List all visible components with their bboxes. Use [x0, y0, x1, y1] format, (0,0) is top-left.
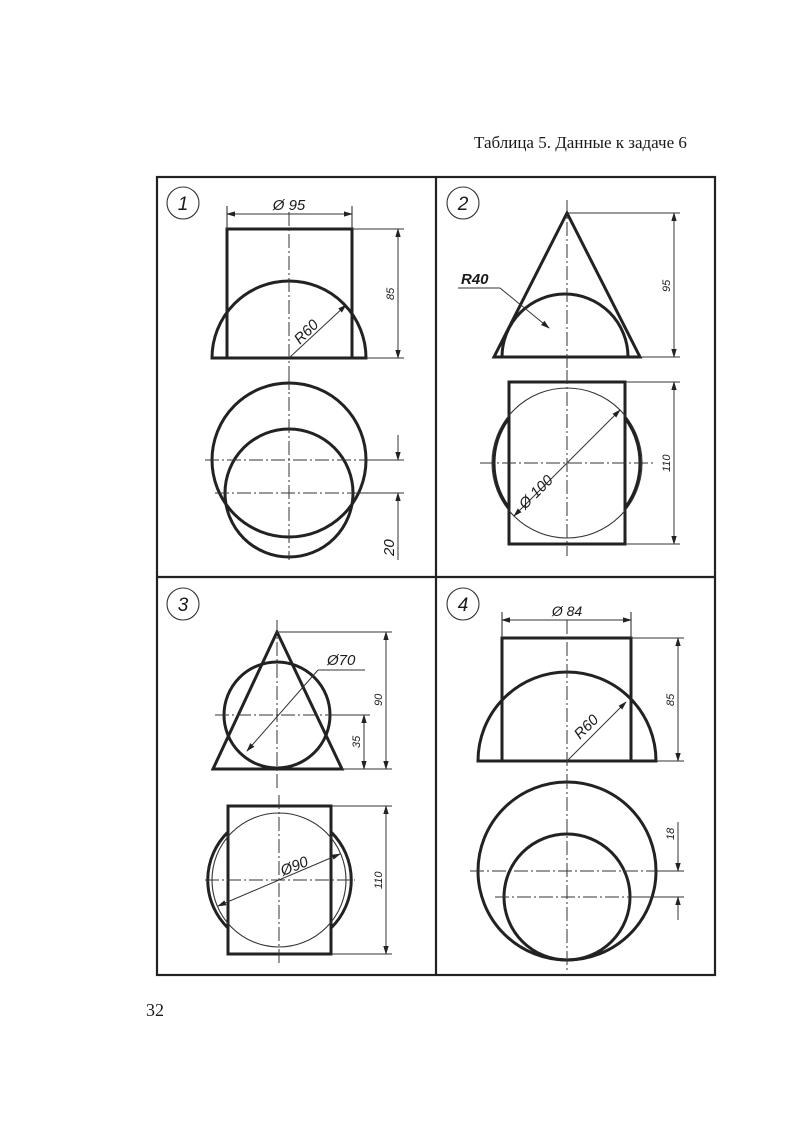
- dim-height: 95: [661, 279, 673, 292]
- top-view: [470, 775, 684, 970]
- dim-height: 85: [385, 287, 397, 300]
- cell-3: [167, 588, 392, 965]
- top-view: [205, 375, 404, 560]
- dim-radius: R40: [461, 271, 489, 288]
- dim-height: 85: [665, 693, 677, 706]
- dim-diameter: Ø 84: [551, 603, 583, 619]
- dim-radius: R60: [290, 316, 323, 348]
- dim-width: 110: [373, 871, 385, 889]
- front-view: [212, 197, 404, 390]
- front-view: [478, 603, 684, 785]
- dim-width: 110: [661, 454, 673, 472]
- cell-4: [447, 588, 684, 970]
- dim-offset: 18: [665, 827, 677, 840]
- dim-diameter: Ø 100: [515, 471, 557, 513]
- page-number: 32: [146, 1000, 164, 1020]
- dim-offset: 35: [351, 735, 363, 748]
- top-view: [205, 795, 392, 965]
- cell-1: [167, 187, 404, 560]
- cell-3-number: 3: [177, 595, 189, 616]
- top-view: [480, 370, 680, 556]
- dim-offset: 20: [381, 539, 398, 556]
- cell-4-number: 4: [457, 595, 469, 616]
- dim-radius: R60: [570, 711, 603, 743]
- cell-1-number: 1: [177, 194, 189, 215]
- dim-height: 90: [373, 693, 385, 706]
- cell-2: [447, 187, 680, 556]
- front-view: [213, 620, 392, 790]
- table-caption: Таблица 5. Данные к задаче 6: [474, 133, 687, 152]
- front-view: [458, 200, 680, 380]
- cell-2-number: 2: [457, 194, 469, 215]
- dim-diameter-cyl: Ø90: [278, 853, 311, 880]
- dim-diameter-circle: Ø70: [327, 652, 356, 669]
- dim-diameter: Ø 95: [272, 197, 306, 214]
